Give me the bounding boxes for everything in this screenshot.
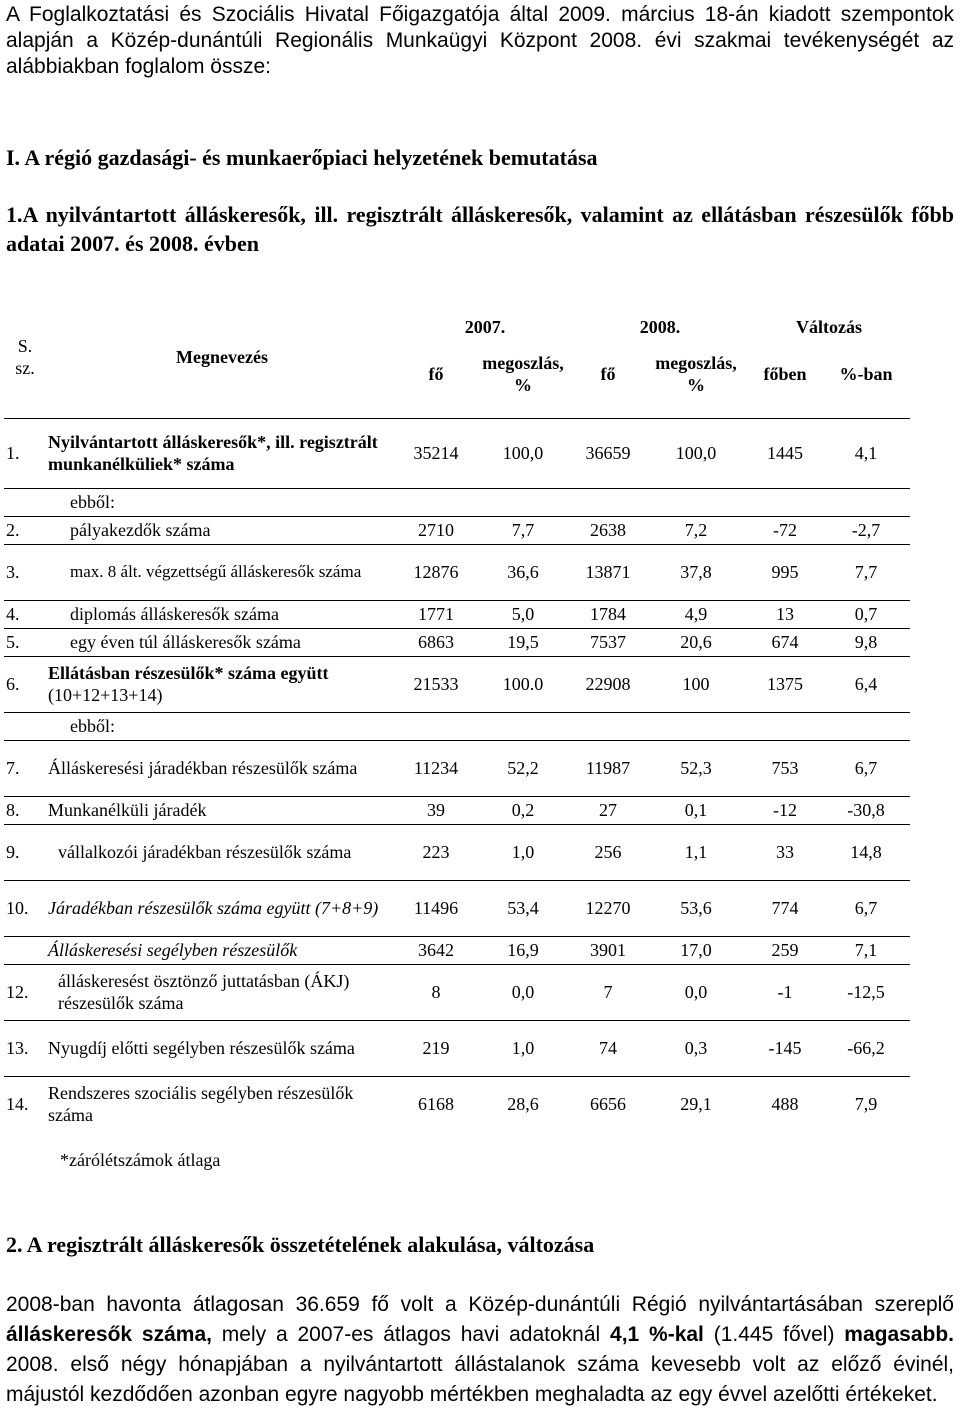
cell-2008-share: 37,8 <box>644 544 748 600</box>
cell-2007-share: 19,5 <box>474 628 572 656</box>
statistics-table <box>4 310 910 1132</box>
table-row <box>4 600 910 628</box>
row-label: diplomás álláskeresők száma <box>46 600 398 628</box>
cell-2007-share: 0,0 <box>474 964 572 1020</box>
table-row <box>4 740 910 796</box>
table-row <box>4 796 910 824</box>
cell-2007-share: 100,0 <box>502 443 544 463</box>
cell-2007-count: 39 <box>398 796 474 824</box>
cell-change-percent: 6,4 <box>822 656 910 712</box>
cell-2007-share: 5,0 <box>474 600 572 628</box>
cell-2008-share: 7,2 <box>644 516 748 544</box>
section-heading-1: I. A régió gazdasági- és munkaerőpiaci helyzetének bemutatása <box>6 145 598 170</box>
cell-2008-share: 0,1 <box>644 796 748 824</box>
header-separator <box>4 404 910 418</box>
row-number: 7. <box>4 740 46 796</box>
row-label: Álláskeresési járadékban részesülők száma <box>46 740 398 796</box>
subset-label: ebből: <box>46 712 910 740</box>
row-label: Álláskeresési segélyben részesülők <box>46 936 398 964</box>
row-label: Nyilvántartott álláskeresők*, ill. regisztrált munkanélküliek* száma <box>48 432 378 474</box>
cell-2008-count: 36659 <box>585 443 631 463</box>
cell-2007-share: 52,2 <box>474 740 572 796</box>
cell-2007-count: 3642 <box>398 936 474 964</box>
table-row <box>4 418 910 488</box>
cell-2008-share: 100,0 <box>675 443 717 463</box>
cell-2007-share: 36,6 <box>474 544 572 600</box>
cell-change-count: -1 <box>748 964 822 1020</box>
cell-2008-count: 13871 <box>572 544 644 600</box>
row-label: egy éven túl álláskeresők száma <box>46 628 398 656</box>
cell-2008-count: 256 <box>572 824 644 880</box>
row-label: Nyugdíj előtti segélyben részesülők száma <box>46 1020 398 1076</box>
header-change: Változás <box>796 317 862 337</box>
cell-2008-share: 100 <box>644 656 748 712</box>
cell-change-count: 13 <box>748 600 822 628</box>
cell-2008-count: 12270 <box>572 880 644 936</box>
cell-2007-count: 2710 <box>398 516 474 544</box>
cell-change-percent: 7,1 <box>822 936 910 964</box>
header-fo-2007: fő <box>428 364 444 384</box>
row-label-tail: (10+12+13+14) <box>48 685 163 705</box>
cell-change-count: -72 <box>748 516 822 544</box>
para-bold-2: 4,1 %-kal <box>610 1323 704 1346</box>
table-row <box>4 880 910 936</box>
cell-2007-share: 16,9 <box>474 936 572 964</box>
cell-change-percent: 7,9 <box>822 1076 910 1132</box>
cell-2007-count: 35214 <box>413 443 459 463</box>
para-text-1: 2008-ban havonta átlagosan 36.659 fő volt a Közép-dunántúli Régió nyilvántartásában szereplő <box>6 1293 954 1316</box>
table-row <box>4 488 910 516</box>
row-number: 3. <box>4 544 46 600</box>
section-heading-2: 2. A regisztrált álláskeresők összetételének alakulása, változása <box>6 1232 595 1257</box>
cell-2007-share: 1,0 <box>474 824 572 880</box>
cell-change-count: 259 <box>748 936 822 964</box>
header-fo-2008: fő <box>600 364 616 384</box>
row-label: Járadékban részesülők száma együtt (7+8+9) <box>46 880 398 936</box>
cell-2008-count: 2638 <box>572 516 644 544</box>
row-number: 14. <box>4 1076 46 1132</box>
cell-change-percent: 14,8 <box>822 824 910 880</box>
cell-2007-count: 1771 <box>398 600 474 628</box>
row-label: Rendszeres szociális segélyben részesülők száma <box>46 1076 398 1132</box>
row-label <box>46 656 398 712</box>
cell-2007-count: 6863 <box>398 628 474 656</box>
row-label-bold: Ellátásban részesülők* száma együtt <box>48 663 329 683</box>
cell-2008-count: 7537 <box>572 628 644 656</box>
row-number: 4. <box>4 600 46 628</box>
row-number: 12. <box>4 964 46 1020</box>
cell-change-percent: 6,7 <box>822 740 910 796</box>
cell-change-percent: -30,8 <box>822 796 910 824</box>
cell-change-count: 774 <box>748 880 822 936</box>
cell-change-count: 1445 <box>767 443 803 463</box>
cell-2008-share: 0,3 <box>644 1020 748 1076</box>
cell-change-count: -145 <box>748 1020 822 1076</box>
header-change-count: főben <box>763 364 807 384</box>
cell-change-count: -12 <box>748 796 822 824</box>
cell-2007-count: 8 <box>398 964 474 1020</box>
cell-2007-share: 28,6 <box>474 1076 572 1132</box>
row-number: 9. <box>4 824 46 880</box>
cell-2008-share: 53,6 <box>644 880 748 936</box>
cell-change-percent: 9,8 <box>822 628 910 656</box>
cell-2007-count: 11234 <box>398 740 474 796</box>
row-number: 5. <box>4 628 46 656</box>
row-number: 13. <box>4 1020 46 1076</box>
header-change-percent: %-ban <box>839 364 893 384</box>
para-text-3: (1.445 fővel) <box>703 1323 845 1346</box>
subset-label: ebből: <box>46 488 910 516</box>
row-label: max. 8 ált. végzettségű álláskeresők száma <box>46 544 398 600</box>
cell-2007-share: 1,0 <box>474 1020 572 1076</box>
header-name: Megnevezés <box>176 347 268 367</box>
table-row <box>4 936 910 964</box>
cell-2008-count: 1784 <box>572 600 644 628</box>
cell-2007-share: 100.0 <box>474 656 572 712</box>
row-label: vállalkozói járadékban részesülők száma <box>46 824 398 880</box>
table-row <box>4 544 910 600</box>
row-number: 10. <box>4 880 46 936</box>
cell-change-percent: 0,7 <box>822 600 910 628</box>
intro-paragraph: A Foglalkoztatási és Szociális Hivatal Főigazgatója által 2009. március 18-án kiadott szempontok alapján a Közép-dunántúli Regionális Munkaügyi Központ 2008. évi szakmai tevékenységét az alábbiakban foglalom össze: <box>6 3 954 78</box>
cell-change-count: 1375 <box>748 656 822 712</box>
cell-2008-count: 7 <box>572 964 644 1020</box>
row-number <box>4 936 46 964</box>
header-year-2007: 2007. <box>464 317 506 337</box>
cell-2007-count: 21533 <box>398 656 474 712</box>
row-number: 6. <box>4 656 46 712</box>
row-label: Munkanélküli járadék <box>46 796 398 824</box>
cell-change-percent: -2,7 <box>822 516 910 544</box>
cell-change-count: 674 <box>748 628 822 656</box>
cell-2008-count: 22908 <box>572 656 644 712</box>
para-text-2: mely a 2007-es átlagos havi adatoknál <box>211 1323 611 1346</box>
cell-change-percent: 4,1 <box>854 443 878 463</box>
cell-2008-share: 52,3 <box>644 740 748 796</box>
cell-change-count: 488 <box>748 1076 822 1132</box>
cell-change-count: 995 <box>748 544 822 600</box>
table-footnote: *zárólétszámok átlaga <box>60 1150 221 1170</box>
table-row <box>4 516 910 544</box>
subsection-heading-1: 1.A nyilvántartott álláskeresők, ill. regisztrált álláskeresők, valamint az ellátásban részesülők főbb adatai 2007. és 2008. évben <box>6 202 954 256</box>
row-number: 1. <box>6 443 20 463</box>
cell-2007-share: 53,4 <box>474 880 572 936</box>
header-row-number: S. sz. <box>15 336 35 378</box>
para-bold-3: magasabb. <box>844 1323 955 1346</box>
row-number: 8. <box>4 796 46 824</box>
cell-change-percent: 6,7 <box>822 880 910 936</box>
row-label: pályakezdők száma <box>46 516 398 544</box>
cell-change-count: 33 <box>748 824 822 880</box>
cell-2008-count: 74 <box>572 1020 644 1076</box>
cell-2007-count: 11496 <box>398 880 474 936</box>
cell-2008-count: 27 <box>572 796 644 824</box>
cell-2008-count: 6656 <box>572 1076 644 1132</box>
cell-2007-share: 7,7 <box>474 516 572 544</box>
table-row <box>4 1020 910 1076</box>
cell-2008-share: 1,1 <box>644 824 748 880</box>
cell-2007-count: 223 <box>398 824 474 880</box>
cell-2007-count: 219 <box>398 1020 474 1076</box>
cell-2007-share: 0,2 <box>474 796 572 824</box>
para-bold-1: álláskeresők száma, <box>6 1323 212 1346</box>
table-row <box>4 1076 910 1132</box>
cell-change-percent: 7,7 <box>822 544 910 600</box>
cell-2008-count: 11987 <box>572 740 644 796</box>
table-row <box>4 964 910 1020</box>
header-year-2008: 2008. <box>639 317 681 337</box>
cell-2008-share: 20,6 <box>644 628 748 656</box>
cell-2007-count: 12876 <box>398 544 474 600</box>
para-text-4: 2008. első négy hónapjában a nyilvántartott állástalanok száma kevesebb volt az előző évinél, májustól kezdődően azonban egyre nagyobb mértékben meghaladta az egy évvel azelőtti értékeket. <box>6 1353 954 1406</box>
cell-2008-share: 4,9 <box>644 600 748 628</box>
cell-change-count: 753 <box>748 740 822 796</box>
cell-2007-count: 6168 <box>398 1076 474 1132</box>
row-label: álláskeresést ösztönző juttatásban (ÁKJ) részesülők száma <box>46 964 398 1020</box>
table-row <box>4 656 910 712</box>
cell-change-percent: -12,5 <box>822 964 910 1020</box>
header-share-2007: megoszlás, % <box>482 353 564 395</box>
cell-change-percent: -66,2 <box>822 1020 910 1076</box>
table-row <box>4 712 910 740</box>
table-row <box>4 628 910 656</box>
cell-2008-share: 17,0 <box>644 936 748 964</box>
row-number: 2. <box>4 516 46 544</box>
cell-2008-count: 3901 <box>572 936 644 964</box>
cell-2008-share: 29,1 <box>644 1076 748 1132</box>
body-paragraph <box>6 1290 954 1410</box>
cell-2008-share: 0,0 <box>644 964 748 1020</box>
table-row <box>4 824 910 880</box>
header-share-2008: megoszlás, % <box>655 353 737 395</box>
